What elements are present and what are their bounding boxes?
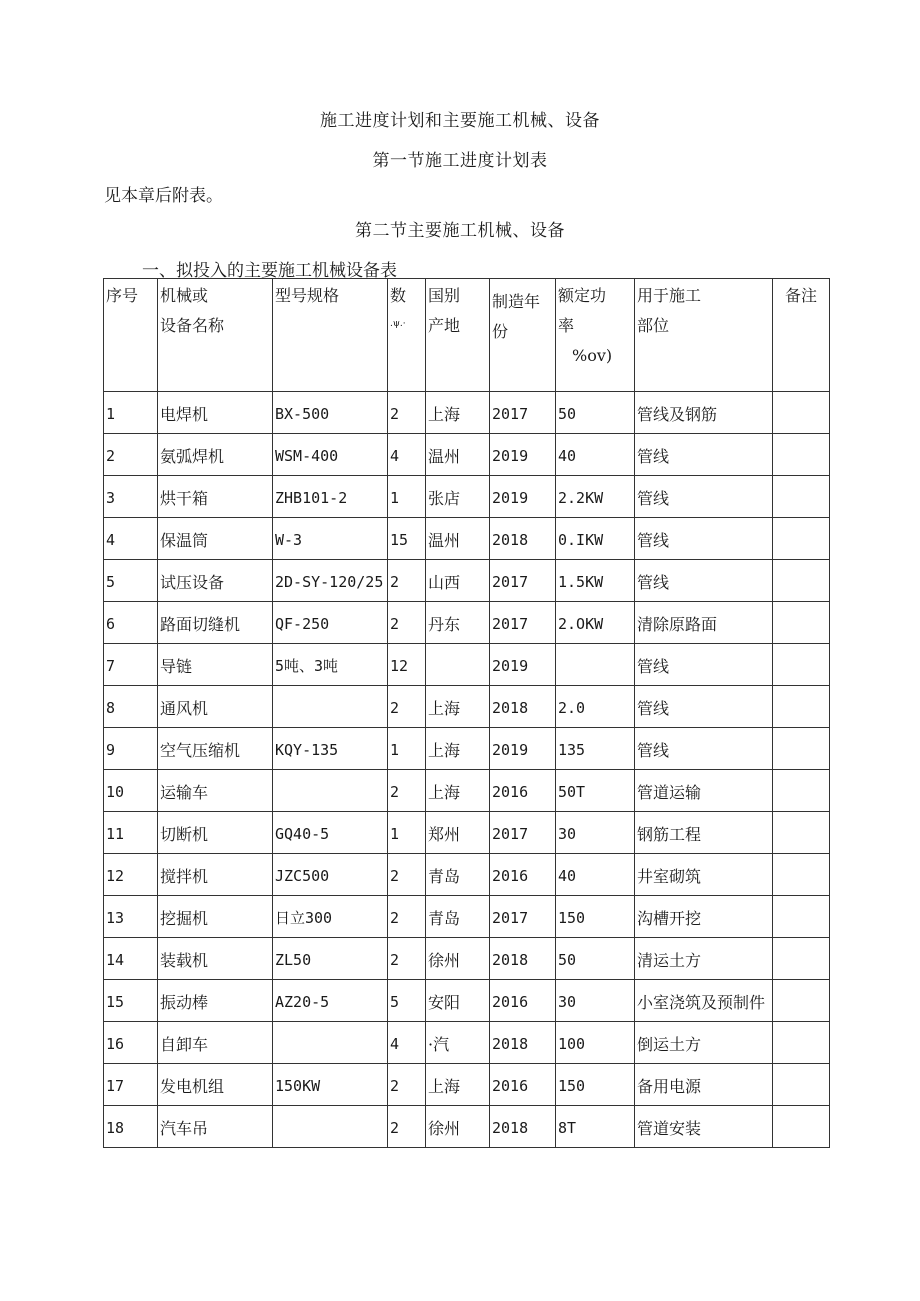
cell-year: 2016: [490, 770, 556, 812]
table-row: [104, 728, 830, 770]
cell-name: 汽车吊: [158, 1106, 273, 1148]
table-row: [104, 1106, 830, 1148]
cell-remark: [773, 812, 830, 854]
cell-model: 日立300: [273, 896, 388, 938]
cell-no: 4: [104, 518, 158, 560]
cell-no: 8: [104, 686, 158, 728]
cell-origin: ·汽: [426, 1022, 490, 1064]
cell-qty: 1: [388, 812, 426, 854]
cell-remark: [773, 602, 830, 644]
cell-no: 2: [104, 434, 158, 476]
cell-qty: 1: [388, 476, 426, 518]
header-usage: [635, 279, 773, 392]
cell-usage: 清运土方: [635, 938, 773, 980]
cell-qty: 4: [388, 1022, 426, 1064]
document-title: 施工进度计划和主要施工机械、设备: [320, 111, 600, 131]
cell-no: 1: [104, 392, 158, 434]
cell-usage: 管线: [635, 434, 773, 476]
table-row: [104, 1064, 830, 1106]
cell-power: [556, 644, 635, 686]
header-qty-line1: 数: [390, 286, 407, 305]
cell-usage: 备用电源: [635, 1064, 773, 1106]
header-origin-line1: 国别: [428, 286, 461, 305]
cell-remark: [773, 434, 830, 476]
cell-origin: 徐州: [426, 1106, 490, 1148]
cell-name: 切断机: [158, 812, 273, 854]
cell-remark: [773, 1106, 830, 1148]
header-power: [556, 279, 635, 392]
header-power-line2: 率: [558, 316, 575, 335]
cell-usage: 管线: [635, 686, 773, 728]
cell-usage: 管线: [635, 518, 773, 560]
cell-model: 150KW: [273, 1064, 388, 1106]
cell-qty: 4: [388, 434, 426, 476]
cell-model: ZHB101-2: [273, 476, 388, 518]
cell-power: 0.IKW: [556, 518, 635, 560]
cell-name: 路面切缝机: [158, 602, 273, 644]
cell-origin: 丹东: [426, 602, 490, 644]
table-row: [104, 854, 830, 896]
cell-model: GQ40-5: [273, 812, 388, 854]
cell-qty: 2: [388, 602, 426, 644]
cell-origin: 郑州: [426, 812, 490, 854]
cell-year: 2017: [490, 392, 556, 434]
section1-heading: 第一节施工进度计划表: [372, 151, 548, 171]
header-usage-line2: 部位: [637, 316, 670, 335]
cell-origin: [426, 644, 490, 686]
cell-no: 3: [104, 476, 158, 518]
cell-qty: 2: [388, 1064, 426, 1106]
header-name: [158, 279, 273, 392]
cell-remark: [773, 980, 830, 1022]
cell-origin: 上海: [426, 728, 490, 770]
table-header-row: [104, 279, 830, 392]
cell-power: 30: [556, 812, 635, 854]
cell-power: 100: [556, 1022, 635, 1064]
cell-name: 通风机: [158, 686, 273, 728]
cell-name: 导链: [158, 644, 273, 686]
header-remark: 备注: [773, 279, 830, 392]
cell-name: 试压设备: [158, 560, 273, 602]
cell-no: 6: [104, 602, 158, 644]
cell-year: 2019: [490, 728, 556, 770]
cell-origin: 温州: [426, 434, 490, 476]
cell-model: ZL50: [273, 938, 388, 980]
table-row: [104, 980, 830, 1022]
cell-model: AZ20-5: [273, 980, 388, 1022]
cell-usage: 管线: [635, 644, 773, 686]
cell-remark: [773, 686, 830, 728]
cell-origin: 张店: [426, 476, 490, 518]
cell-year: 2018: [490, 938, 556, 980]
cell-remark: [773, 518, 830, 560]
cell-year: 2019: [490, 644, 556, 686]
cell-qty: 12: [388, 644, 426, 686]
cell-remark: [773, 728, 830, 770]
cell-remark: [773, 560, 830, 602]
table-row: [104, 644, 830, 686]
equipment-table: [103, 278, 830, 1148]
cell-year: 2019: [490, 476, 556, 518]
cell-usage: 管道安装: [635, 1106, 773, 1148]
cell-usage: 管线及钢筋: [635, 392, 773, 434]
cell-year: 2016: [490, 1064, 556, 1106]
cell-name: 氨弧焊机: [158, 434, 273, 476]
cell-qty: 2: [388, 896, 426, 938]
cell-model: W-3: [273, 518, 388, 560]
cell-usage: 沟槽开挖: [635, 896, 773, 938]
cell-power: 2.0: [556, 686, 635, 728]
cell-year: 2018: [490, 1106, 556, 1148]
cell-remark: [773, 896, 830, 938]
cell-no: 10: [104, 770, 158, 812]
cell-qty: 2: [388, 1106, 426, 1148]
cell-no: 16: [104, 1022, 158, 1064]
section2-heading: 第二节主要施工机械、设备: [355, 221, 565, 241]
table-row: [104, 812, 830, 854]
header-model: 型号规格: [273, 279, 388, 392]
cell-model: [273, 1022, 388, 1064]
cell-year: 2017: [490, 560, 556, 602]
cell-no: 17: [104, 1064, 158, 1106]
cell-year: 2018: [490, 1022, 556, 1064]
table-row: [104, 560, 830, 602]
cell-no: 14: [104, 938, 158, 980]
cell-year: 2016: [490, 854, 556, 896]
cell-origin: 安阳: [426, 980, 490, 1022]
cell-usage: 清除原路面: [635, 602, 773, 644]
cell-origin: 上海: [426, 770, 490, 812]
cell-name: 挖掘机: [158, 896, 273, 938]
table-row: [104, 686, 830, 728]
cell-power: 150: [556, 1064, 635, 1106]
cell-origin: 山西: [426, 560, 490, 602]
header-origin: [426, 279, 490, 392]
table-row: [104, 434, 830, 476]
cell-power: 8T: [556, 1106, 635, 1148]
cell-power: 150: [556, 896, 635, 938]
cell-model: [273, 1106, 388, 1148]
header-origin-line2: 产地: [428, 316, 461, 335]
cell-usage: 井室砌筑: [635, 854, 773, 896]
header-year-line2: 份: [492, 322, 509, 341]
header-no: 序号: [104, 279, 158, 392]
cell-usage: 管线: [635, 728, 773, 770]
cell-usage: 倒运土方: [635, 1022, 773, 1064]
cell-usage: 管道运输: [635, 770, 773, 812]
cell-no: 11: [104, 812, 158, 854]
cell-remark: [773, 770, 830, 812]
cell-year: 2018: [490, 686, 556, 728]
cell-qty: 2: [388, 560, 426, 602]
header-name-line1: 机械或: [160, 286, 209, 305]
cell-power: 50T: [556, 770, 635, 812]
table-row: [104, 896, 830, 938]
table-row: [104, 392, 830, 434]
cell-no: 13: [104, 896, 158, 938]
cell-name: 发电机组: [158, 1064, 273, 1106]
header-year-line1: 制造年: [492, 292, 541, 311]
header-power-line1: 额定功: [558, 286, 607, 305]
cell-year: 2016: [490, 980, 556, 1022]
cell-name: 装载机: [158, 938, 273, 980]
cell-origin: 青岛: [426, 896, 490, 938]
cell-origin: 温州: [426, 518, 490, 560]
cell-power: 40: [556, 854, 635, 896]
cell-qty: 2: [388, 938, 426, 980]
cell-name: 空气压缩机: [158, 728, 273, 770]
cell-power: 40: [556, 434, 635, 476]
cell-qty: 2: [388, 770, 426, 812]
cell-origin: 上海: [426, 392, 490, 434]
cell-origin: 青岛: [426, 854, 490, 896]
cell-name: 自卸车: [158, 1022, 273, 1064]
cell-model: 2D-SY-120/25: [273, 560, 388, 602]
cell-year: 2017: [490, 896, 556, 938]
table-row: [104, 770, 830, 812]
header-year: [490, 279, 556, 392]
cell-remark: [773, 476, 830, 518]
cell-power: 2.2KW: [556, 476, 635, 518]
cell-power: 50: [556, 392, 635, 434]
cell-power: 50: [556, 938, 635, 980]
cell-origin: 上海: [426, 1064, 490, 1106]
cell-origin: 上海: [426, 686, 490, 728]
cell-no: 12: [104, 854, 158, 896]
cell-no: 7: [104, 644, 158, 686]
cell-model: 5吨、3吨: [273, 644, 388, 686]
subsection-heading: 一、拟投入的主要施工机械设备表: [142, 261, 397, 281]
table-row: [104, 602, 830, 644]
cell-remark: [773, 854, 830, 896]
cell-year: 2018: [490, 518, 556, 560]
cell-power: 30: [556, 980, 635, 1022]
cell-power: 135: [556, 728, 635, 770]
header-qty: [388, 279, 426, 392]
cell-remark: [773, 938, 830, 980]
cell-model: KQY-135: [273, 728, 388, 770]
cell-qty: 1: [388, 728, 426, 770]
cell-model: [273, 686, 388, 728]
cell-name: 搅拌机: [158, 854, 273, 896]
cell-origin: 徐州: [426, 938, 490, 980]
cell-remark: [773, 1022, 830, 1064]
table-row: [104, 1022, 830, 1064]
cell-no: 5: [104, 560, 158, 602]
cell-no: 18: [104, 1106, 158, 1148]
cell-remark: [773, 392, 830, 434]
cell-no: 15: [104, 980, 158, 1022]
cell-qty: 5: [388, 980, 426, 1022]
cell-name: 振动棒: [158, 980, 273, 1022]
cell-year: 2017: [490, 812, 556, 854]
cell-usage: 钢筋工程: [635, 812, 773, 854]
cell-qty: 15: [388, 518, 426, 560]
table-row: [104, 476, 830, 518]
cell-remark: [773, 644, 830, 686]
header-qty-line2: .ψ.·: [390, 319, 406, 329]
cell-remark: [773, 1064, 830, 1106]
cell-model: [273, 770, 388, 812]
cell-model: QF-250: [273, 602, 388, 644]
section1-text: 见本章后附表。: [104, 186, 223, 206]
header-power-line3: %ov): [572, 346, 613, 365]
cell-name: 烘干箱: [158, 476, 273, 518]
cell-power: 1.5KW: [556, 560, 635, 602]
cell-qty: 2: [388, 392, 426, 434]
cell-no: 9: [104, 728, 158, 770]
cell-usage: 管线: [635, 560, 773, 602]
cell-name: 电焊机: [158, 392, 273, 434]
cell-name: 保温筒: [158, 518, 273, 560]
header-usage-line1: 用于施工: [637, 286, 702, 305]
cell-usage: 小室浇筑及预制件: [635, 980, 773, 1022]
table-row: [104, 518, 830, 560]
cell-name: 运输车: [158, 770, 273, 812]
cell-year: 2019: [490, 434, 556, 476]
table-row: [104, 938, 830, 980]
cell-power: 2.OKW: [556, 602, 635, 644]
cell-model: WSM-400: [273, 434, 388, 476]
cell-year: 2017: [490, 602, 556, 644]
cell-qty: 2: [388, 854, 426, 896]
cell-qty: 2: [388, 686, 426, 728]
cell-usage: 管线: [635, 476, 773, 518]
header-name-line2: 设备名称: [160, 316, 225, 335]
cell-model: BX-500: [273, 392, 388, 434]
cell-model: JZC500: [273, 854, 388, 896]
